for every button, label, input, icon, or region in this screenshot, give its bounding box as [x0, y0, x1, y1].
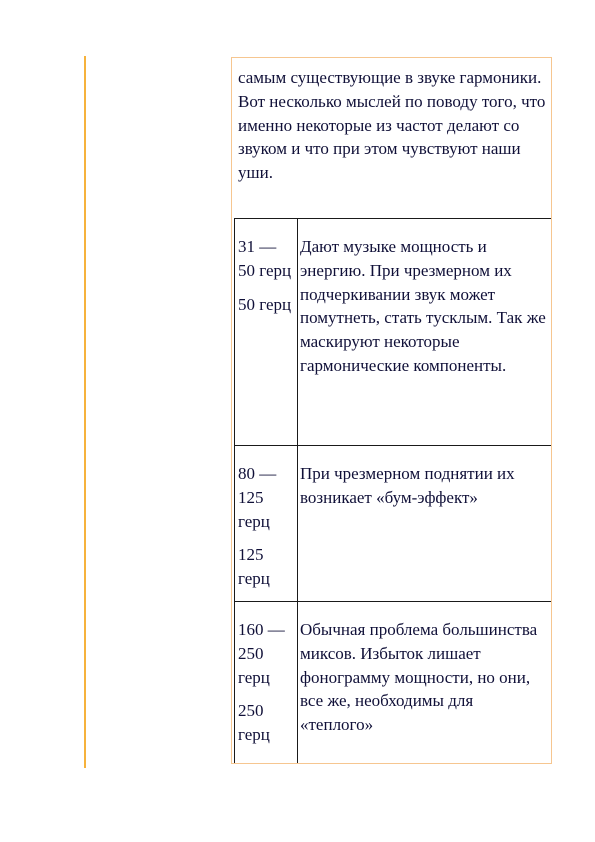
table-row	[235, 602, 552, 765]
frequency-range-repeat: 125 герц	[238, 545, 270, 589]
content-frame	[231, 57, 552, 764]
intro-paragraph: самым существующие в звуке гармоники. Вот несколько мыслей по поводу того, что именно некоторые из частот делают со звуком и что при этом чувствуют наши уши.	[238, 68, 546, 183]
margin-rule	[84, 56, 86, 768]
frequency-range-repeat: 50 герц	[238, 294, 292, 314]
frequency-range-cell	[235, 446, 298, 602]
frequency-description-cell	[298, 219, 552, 446]
table-row	[235, 446, 552, 602]
frequency-range-repeat: 250 герц	[238, 701, 270, 745]
table-row	[235, 219, 552, 446]
frequency-range-cell	[235, 219, 298, 446]
frequency-description-cell	[298, 602, 552, 765]
frequency-description: При чрезмерном поднятии их возникает «бум-эффект»	[300, 464, 515, 507]
frequency-table	[234, 218, 552, 764]
frequency-description: Дают музыке мощность и энергию. При чрезмерном их подчеркивании звук может помутнеть, стать тусклым. Так же маскируют некоторые гармонические компоненты.	[300, 237, 546, 375]
frequency-range-cell	[235, 602, 298, 765]
frequency-description: Обычная проблема большинства миксов. Избыток лишает фонограмму мощности, но они, все же, необходимы для «теплого»	[300, 620, 538, 735]
frequency-range: 31 — 50 герц	[238, 237, 292, 280]
frequency-description-cell	[298, 446, 552, 602]
frequency-range: 160 — 250 герц	[238, 620, 285, 687]
frequency-range: 80 — 125 герц	[238, 464, 277, 531]
